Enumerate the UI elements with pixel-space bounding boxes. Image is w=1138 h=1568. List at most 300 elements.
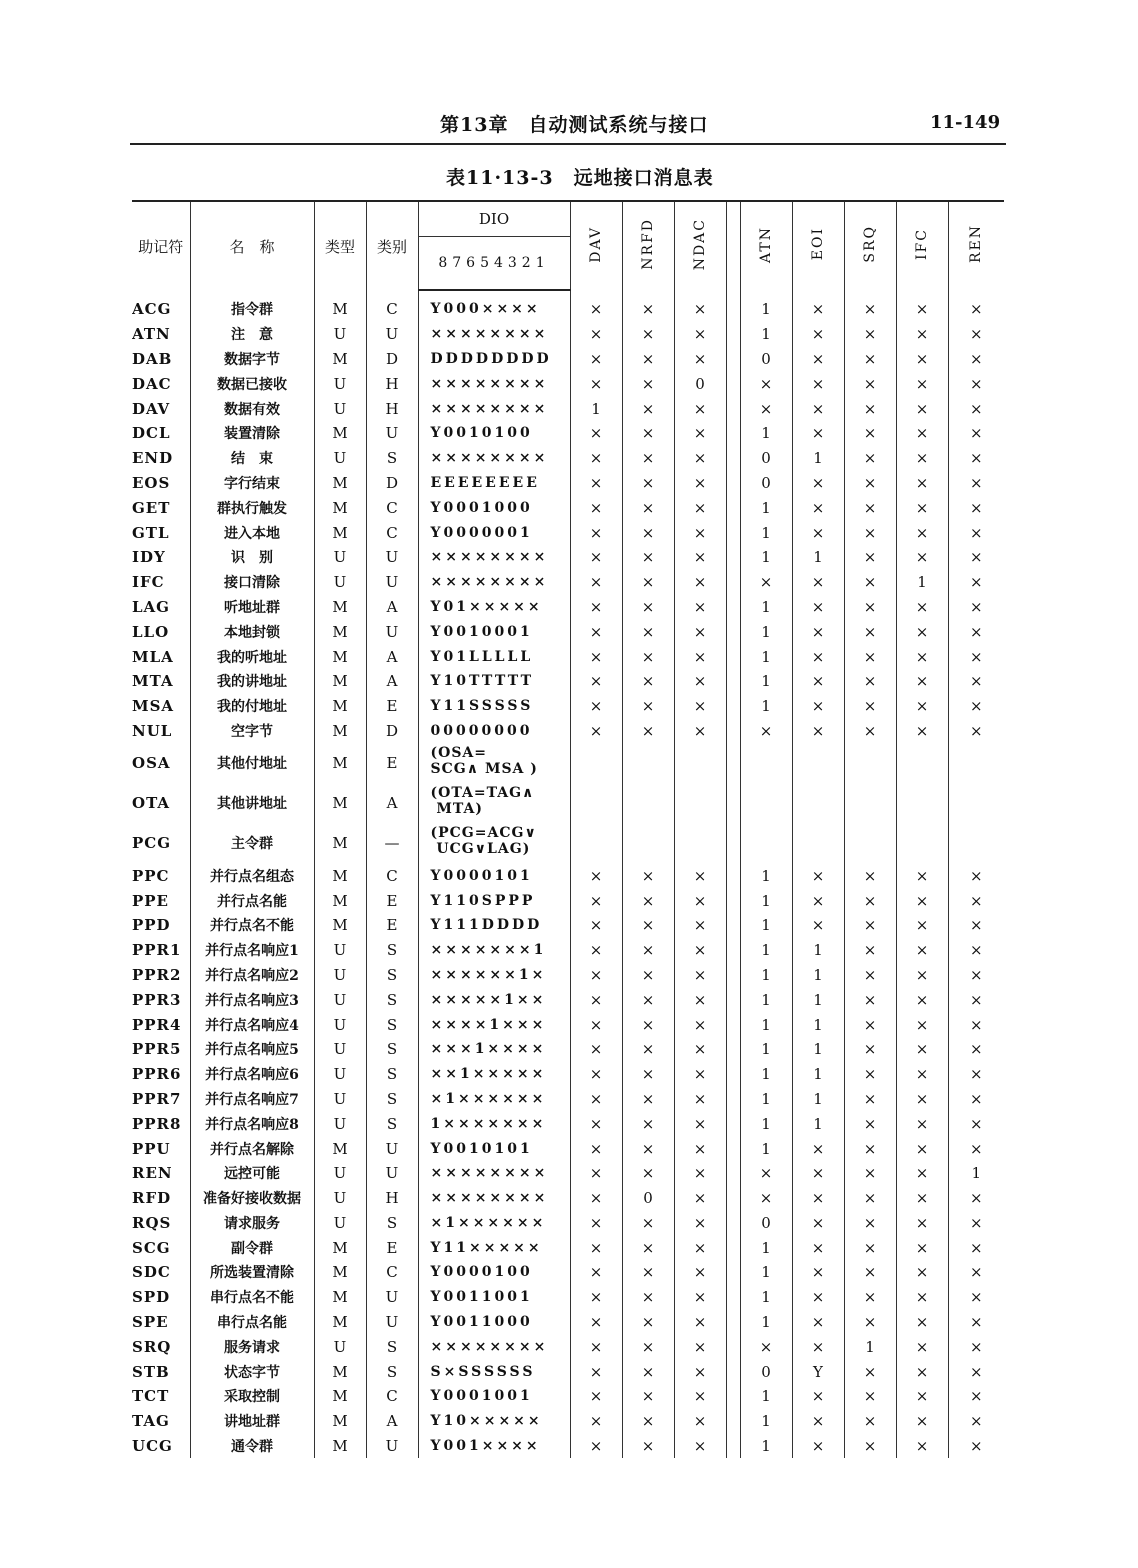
- cell-gap: [726, 743, 740, 783]
- cell-class: S: [366, 1211, 418, 1236]
- cell-class: U: [366, 1161, 418, 1186]
- cell-mnemonic: IFC: [132, 570, 190, 595]
- cell-ndac: [674, 783, 726, 823]
- cell-class: S: [366, 1111, 418, 1136]
- cell-class: S: [366, 963, 418, 988]
- cell-nrfd: ×: [622, 322, 674, 347]
- cell-srq: ×: [844, 570, 896, 595]
- cell-dav: ×: [570, 322, 622, 347]
- cell-mnemonic: DAC: [132, 371, 190, 396]
- cell-ren: ×: [969, 1065, 983, 1084]
- cell-name: 数据有效: [190, 396, 314, 421]
- cell-gap: [726, 694, 740, 719]
- cell-dio: ××××××××: [418, 396, 570, 421]
- cell-name: 识 别: [190, 545, 314, 570]
- cell-eoi: ×: [792, 669, 844, 694]
- cell-gap: [726, 1260, 740, 1285]
- cell-ndac: ×: [674, 396, 726, 421]
- cell-name: 其他付地址: [190, 743, 314, 783]
- cell-name: 装置清除: [190, 421, 314, 446]
- cell-ren: ×: [969, 1238, 983, 1257]
- cell-ifc: ×: [896, 888, 948, 913]
- cell-mnemonic: PCG: [132, 823, 190, 863]
- cell-atn: ×: [740, 570, 792, 595]
- cell-dio: Y0000001: [418, 520, 570, 545]
- cell-ndac: ×: [674, 1161, 726, 1186]
- cell-gap: [726, 421, 740, 446]
- cell-srq: ×: [844, 987, 896, 1012]
- table-row: [132, 322, 1004, 347]
- cell-gap: [726, 371, 740, 396]
- col-ren-label: REN: [968, 224, 985, 264]
- cell-name: 并行点名组态: [190, 863, 314, 888]
- table-row: [132, 595, 1004, 620]
- cell-nrfd: ×: [622, 347, 674, 372]
- cell-ifc: ×: [896, 1285, 948, 1310]
- cell-mnemonic: LLO: [132, 619, 190, 644]
- cell-type: U: [314, 1211, 366, 1236]
- cell-class: D: [366, 347, 418, 372]
- cell-dio: S×SSSSSS: [418, 1359, 570, 1384]
- cell-mnemonic: OSA: [132, 743, 190, 783]
- cell-srq: ×: [844, 396, 896, 421]
- cell-ifc: [896, 823, 948, 863]
- cell-srq: ×: [844, 1384, 896, 1409]
- cell-ifc: ×: [896, 322, 948, 347]
- cell-class: —: [366, 823, 418, 863]
- cell-class: U: [366, 322, 418, 347]
- cell-ren: ×: [969, 548, 983, 567]
- cell-dav: ×: [570, 1384, 622, 1409]
- cell-dav: ×: [570, 1211, 622, 1236]
- cell-mnemonic: MLA: [132, 644, 190, 669]
- cell-ifc: ×: [896, 913, 948, 938]
- cell-dio: ××××××××: [418, 570, 570, 595]
- cell-dav: ×: [570, 1111, 622, 1136]
- cell-ren: ×: [969, 1189, 983, 1208]
- cell-dav: ×: [570, 963, 622, 988]
- cell-atn: 0: [740, 446, 792, 471]
- cell-ndac: ×: [674, 694, 726, 719]
- cell-eoi: ×: [792, 1161, 844, 1186]
- cell-dav: ×: [570, 1310, 622, 1335]
- table-row: [132, 471, 1004, 496]
- cell-ren: ×: [969, 1089, 983, 1108]
- cell-dio: ××××××1×: [418, 963, 570, 988]
- cell-ren: ×: [969, 1337, 983, 1356]
- cell-class: S: [366, 1037, 418, 1062]
- cell-dav: ×: [570, 1285, 622, 1310]
- cell-eoi: ×: [792, 619, 844, 644]
- cell-atn: 1: [740, 938, 792, 963]
- cell-atn: 1: [740, 644, 792, 669]
- cell-type: M: [314, 471, 366, 496]
- cell-dio: ×××1××××: [418, 1037, 570, 1062]
- cell-name: 其他讲地址: [190, 783, 314, 823]
- cell-eoi: ×: [792, 1186, 844, 1211]
- cell-ifc: ×: [896, 1136, 948, 1161]
- cell-gap: [726, 1409, 740, 1434]
- cell-srq: ×: [844, 1359, 896, 1384]
- cell-type: M: [314, 520, 366, 545]
- cell-nrfd: 0: [622, 1186, 674, 1211]
- cell-type: M: [314, 1434, 366, 1459]
- cell-eoi: ×: [792, 1434, 844, 1459]
- cell-name: 并行点名不能: [190, 913, 314, 938]
- cell-name: 接口清除: [190, 570, 314, 595]
- cell-srq: ×: [844, 1310, 896, 1335]
- cell-atn: 0: [740, 347, 792, 372]
- cell-ndac: [674, 743, 726, 783]
- cell-type: U: [314, 1161, 366, 1186]
- cell-ifc: ×: [896, 1359, 948, 1384]
- cell-ren: ×: [969, 916, 983, 935]
- cell-nrfd: ×: [622, 669, 674, 694]
- cell-mnemonic: END: [132, 446, 190, 471]
- cell-dio: ××××××××: [418, 446, 570, 471]
- cell-dio: EEEEEEEE: [418, 471, 570, 496]
- cell-srq: ×: [844, 595, 896, 620]
- cell-name: 状态字节: [190, 1359, 314, 1384]
- cell-eoi: ×: [792, 595, 844, 620]
- cell-type: U: [314, 1111, 366, 1136]
- cell-mnemonic: RFD: [132, 1186, 190, 1211]
- col-srq: [844, 201, 896, 290]
- cell-dav: ×: [570, 1260, 622, 1285]
- cell-nrfd: [622, 783, 674, 823]
- cell-dav: ×: [570, 888, 622, 913]
- table-row: [132, 783, 1004, 823]
- cell-class: H: [366, 1186, 418, 1211]
- cell-eoi: ×: [792, 1310, 844, 1335]
- cell-ndac: ×: [674, 1334, 726, 1359]
- cell-nrfd: ×: [622, 1384, 674, 1409]
- table-row: [132, 446, 1004, 471]
- cell-type: M: [314, 1285, 366, 1310]
- cell-ren: ×: [969, 1213, 983, 1232]
- cell-ifc: ×: [896, 1087, 948, 1112]
- cell-class: E: [366, 1235, 418, 1260]
- col-ndac-label: NDAC: [692, 217, 708, 271]
- cell-name: 并行点名响应7: [190, 1087, 314, 1112]
- cell-nrfd: ×: [622, 1062, 674, 1087]
- cell-atn: 0: [740, 1359, 792, 1384]
- table-row: [132, 290, 1004, 322]
- col-gap: [726, 201, 740, 290]
- table-row: [132, 694, 1004, 719]
- cell-eoi: ×: [792, 1285, 844, 1310]
- cell-type: M: [314, 1409, 366, 1434]
- cell-class: U: [366, 1434, 418, 1459]
- col-eoi: [792, 201, 844, 290]
- cell-mnemonic: UCG: [132, 1434, 190, 1459]
- cell-ren: ×: [969, 399, 983, 418]
- cell-dav: ×: [570, 495, 622, 520]
- cell-eoi: ×: [792, 888, 844, 913]
- cell-mnemonic: SPD: [132, 1285, 190, 1310]
- cell-class: A: [366, 669, 418, 694]
- cell-name: 并行点名响应2: [190, 963, 314, 988]
- cell-class: C: [366, 863, 418, 888]
- cell-dav: ×: [570, 1409, 622, 1434]
- cell-nrfd: ×: [622, 1235, 674, 1260]
- table-body: [132, 290, 1004, 1458]
- cell-type: U: [314, 1087, 366, 1112]
- cell-dav: ×: [570, 570, 622, 595]
- cell-nrfd: ×: [622, 371, 674, 396]
- cell-nrfd: [622, 823, 674, 863]
- cell-eoi: 1: [792, 545, 844, 570]
- table-row: [132, 1186, 1004, 1211]
- cell-name: 听地址群: [190, 595, 314, 620]
- cell-ifc: ×: [896, 1384, 948, 1409]
- table-row: [132, 371, 1004, 396]
- table-row: [132, 1434, 1004, 1459]
- cell-type: U: [314, 1012, 366, 1037]
- cell-class: S: [366, 446, 418, 471]
- cell-srq: ×: [844, 694, 896, 719]
- cell-gap: [726, 595, 740, 620]
- cell-eoi: ×: [792, 1211, 844, 1236]
- cell-name: 本地封锁: [190, 619, 314, 644]
- cell-ren: ×: [969, 721, 983, 740]
- cell-ren: [948, 823, 1004, 863]
- cell-dio: ×××××1××: [418, 987, 570, 1012]
- cell-nrfd: ×: [622, 1285, 674, 1310]
- cell-srq: ×: [844, 371, 896, 396]
- cell-name: 准备好接收数据: [190, 1186, 314, 1211]
- cell-mnemonic: REN: [132, 1161, 190, 1186]
- table-row: [132, 570, 1004, 595]
- cell-atn: 1: [740, 1409, 792, 1434]
- cell-mnemonic: IDY: [132, 545, 190, 570]
- cell-mnemonic: STB: [132, 1359, 190, 1384]
- cell-atn: 1: [740, 913, 792, 938]
- cell-gap: [726, 1087, 740, 1112]
- cell-ren: ×: [969, 449, 983, 468]
- cell-srq: ×: [844, 290, 896, 322]
- cell-ifc: ×: [896, 1260, 948, 1285]
- cell-dav: [570, 783, 622, 823]
- cell-ren: ×: [969, 1139, 983, 1158]
- cell-gap: [726, 1186, 740, 1211]
- cell-class: S: [366, 1012, 418, 1037]
- cell-eoi: ×: [792, 347, 844, 372]
- cell-type: M: [314, 347, 366, 372]
- cell-dio: (PCG=ACG∨ UCG∨LAG): [418, 823, 570, 863]
- table-row: [132, 495, 1004, 520]
- cell-ndac: ×: [674, 1359, 726, 1384]
- cell-ifc: [896, 783, 948, 823]
- cell-ndac: ×: [674, 888, 726, 913]
- cell-mnemonic: PPR8: [132, 1111, 190, 1136]
- cell-eoi: ×: [792, 371, 844, 396]
- cell-dio: ××××××××: [418, 1334, 570, 1359]
- cell-eoi: 1: [792, 1012, 844, 1037]
- col-nrfd: [622, 201, 674, 290]
- cell-eoi: ×: [792, 1136, 844, 1161]
- cell-dav: ×: [570, 446, 622, 471]
- cell-gap: [726, 1012, 740, 1037]
- cell-atn: 1: [740, 669, 792, 694]
- cell-class: D: [366, 471, 418, 496]
- cell-ndac: ×: [674, 1186, 726, 1211]
- cell-name: 我的讲地址: [190, 669, 314, 694]
- cell-atn: 1: [740, 495, 792, 520]
- cell-eoi: 1: [792, 1111, 844, 1136]
- cell-atn: 1: [740, 1111, 792, 1136]
- cell-eoi: ×: [792, 913, 844, 938]
- cell-type: M: [314, 1310, 366, 1335]
- cell-ndac: ×: [674, 1111, 726, 1136]
- cell-dav: ×: [570, 347, 622, 372]
- cell-gap: [726, 938, 740, 963]
- cell-nrfd: ×: [622, 396, 674, 421]
- cell-gap: [726, 963, 740, 988]
- cell-gap: [726, 545, 740, 570]
- cell-ndac: ×: [674, 1235, 726, 1260]
- cell-eoi: ×: [792, 694, 844, 719]
- cell-name: 所选装置清除: [190, 1260, 314, 1285]
- table-row: [132, 1285, 1004, 1310]
- cell-name: 进入本地: [190, 520, 314, 545]
- cell-atn: 1: [740, 987, 792, 1012]
- cell-ndac: ×: [674, 545, 726, 570]
- cell-type: U: [314, 938, 366, 963]
- cell-dav: ×: [570, 694, 622, 719]
- cell-type: M: [314, 421, 366, 446]
- cell-type: U: [314, 1334, 366, 1359]
- col-dav-label: DAV: [588, 225, 604, 263]
- cell-name: 远控可能: [190, 1161, 314, 1186]
- cell-atn: ×: [740, 719, 792, 744]
- cell-nrfd: ×: [622, 1359, 674, 1384]
- cell-mnemonic: PPR4: [132, 1012, 190, 1037]
- cell-nrfd: ×: [622, 719, 674, 744]
- cell-class: A: [366, 1409, 418, 1434]
- cell-dav: ×: [570, 938, 622, 963]
- cell-dio: Y001××××: [418, 1434, 570, 1459]
- cell-name: 并行点名响应1: [190, 938, 314, 963]
- cell-dio: Y000××××: [418, 290, 570, 322]
- cell-type: U: [314, 1062, 366, 1087]
- table-row: [132, 1310, 1004, 1335]
- cell-class: U: [366, 570, 418, 595]
- cell-type: M: [314, 888, 366, 913]
- table-row: [132, 987, 1004, 1012]
- cell-type: M: [314, 913, 366, 938]
- table-row: [132, 1161, 1004, 1186]
- cell-gap: [726, 322, 740, 347]
- col-dav: [570, 201, 622, 290]
- table-row: [132, 938, 1004, 963]
- cell-eoi: ×: [792, 1334, 844, 1359]
- cell-ndac: ×: [674, 913, 726, 938]
- cell-nrfd: ×: [622, 888, 674, 913]
- cell-ren: ×: [969, 1040, 983, 1059]
- cell-dio: ××××××××: [418, 371, 570, 396]
- cell-type: M: [314, 619, 366, 644]
- cell-ifc: ×: [896, 963, 948, 988]
- cell-dio: ××××××××: [418, 1186, 570, 1211]
- table-row: [132, 1111, 1004, 1136]
- cell-srq: ×: [844, 644, 896, 669]
- cell-ren: ×: [969, 1437, 983, 1456]
- cell-ifc: ×: [896, 1186, 948, 1211]
- cell-nrfd: ×: [622, 1111, 674, 1136]
- col-name: 名 称: [190, 201, 314, 290]
- cell-class: C: [366, 520, 418, 545]
- cell-name: 数据字节: [190, 347, 314, 372]
- cell-ren: ×: [969, 1313, 983, 1332]
- cell-dav: ×: [570, 669, 622, 694]
- cell-nrfd: ×: [622, 863, 674, 888]
- cell-ren: ×: [969, 473, 983, 492]
- cell-class: E: [366, 694, 418, 719]
- cell-dav: [570, 823, 622, 863]
- cell-srq: [844, 783, 896, 823]
- cell-srq: ×: [844, 1037, 896, 1062]
- cell-dav: ×: [570, 1161, 622, 1186]
- cell-atn: 1: [740, 694, 792, 719]
- cell-ifc: ×: [896, 471, 948, 496]
- cell-srq: ×: [844, 1062, 896, 1087]
- col-eoi-label: EOI: [810, 227, 826, 261]
- cell-nrfd: ×: [622, 938, 674, 963]
- cell-nrfd: ×: [622, 471, 674, 496]
- cell-mnemonic: TAG: [132, 1409, 190, 1434]
- table-row: [132, 619, 1004, 644]
- col-ren: [948, 201, 1004, 290]
- cell-dav: ×: [570, 520, 622, 545]
- remote-message-table: [132, 200, 1004, 1458]
- cell-gap: [726, 495, 740, 520]
- cell-mnemonic: GET: [132, 495, 190, 520]
- cell-atn: 1: [740, 421, 792, 446]
- cell-dav: ×: [570, 1136, 622, 1161]
- cell-eoi: ×: [792, 719, 844, 744]
- cell-dav: ×: [570, 371, 622, 396]
- cell-srq: ×: [844, 1186, 896, 1211]
- cell-ifc: [896, 743, 948, 783]
- cell-mnemonic: DAB: [132, 347, 190, 372]
- cell-srq: ×: [844, 471, 896, 496]
- cell-nrfd: ×: [622, 290, 674, 322]
- cell-nrfd: ×: [622, 1161, 674, 1186]
- cell-ren: ×: [969, 325, 983, 344]
- table-title: 表11·13-3 远地接口消息表: [446, 167, 714, 189]
- cell-nrfd: ×: [622, 963, 674, 988]
- cell-gap: [726, 719, 740, 744]
- cell-srq: ×: [844, 1087, 896, 1112]
- cell-class: U: [366, 619, 418, 644]
- cell-ren: ×: [969, 1263, 983, 1282]
- cell-class: U: [366, 421, 418, 446]
- cell-ren: ×: [969, 647, 983, 666]
- cell-dio: Y110SPPP: [418, 888, 570, 913]
- cell-dio: ×××××××1: [418, 938, 570, 963]
- cell-type: M: [314, 1136, 366, 1161]
- cell-gap: [726, 1310, 740, 1335]
- cell-ndac: ×: [674, 619, 726, 644]
- cell-dav: ×: [570, 913, 622, 938]
- cell-name: 通令群: [190, 1434, 314, 1459]
- cell-ifc: ×: [896, 495, 948, 520]
- cell-class: C: [366, 290, 418, 322]
- cell-dio: ×1××××××: [418, 1211, 570, 1236]
- cell-name: 空字节: [190, 719, 314, 744]
- col-atn-label: ATN: [758, 225, 774, 263]
